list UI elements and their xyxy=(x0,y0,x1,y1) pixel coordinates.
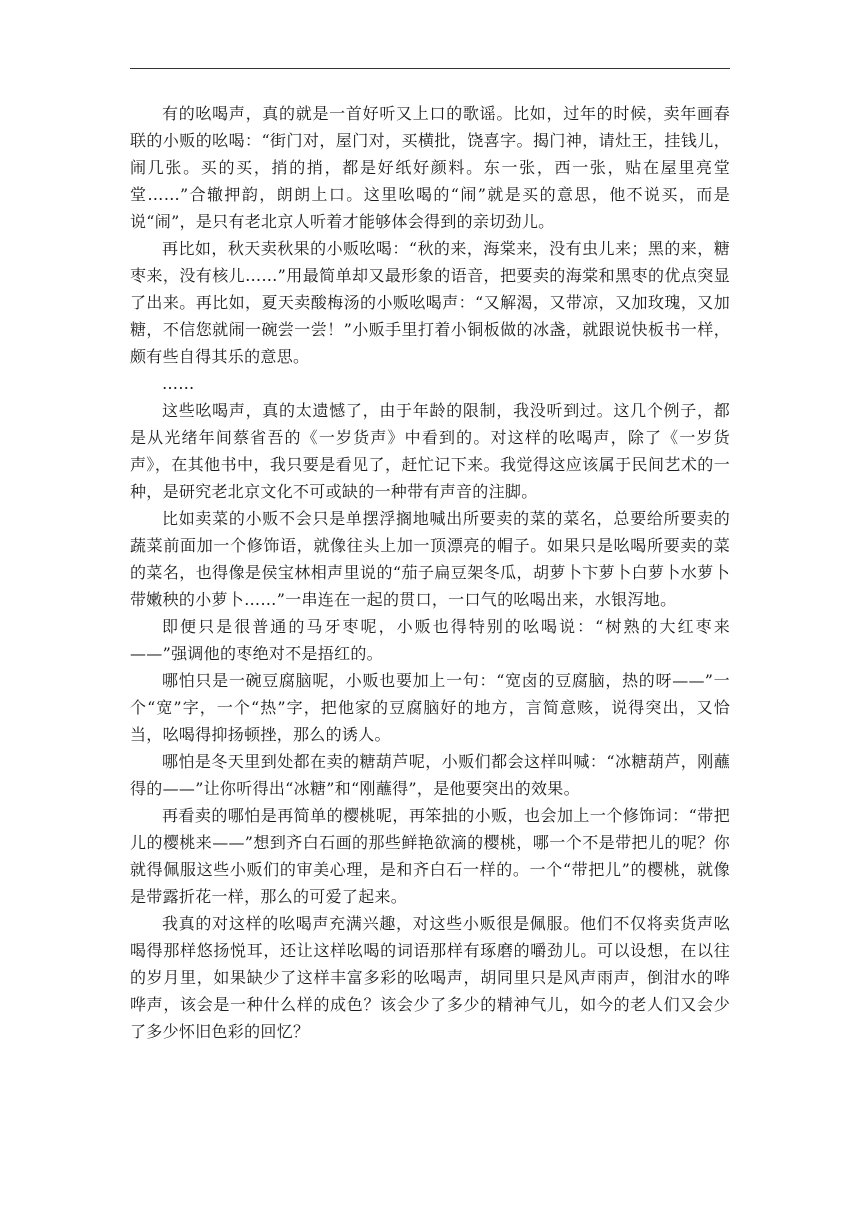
paragraph: 再看卖的哪怕是再简单的樱桃呢，再笨拙的小贩，也会加上一个修饰词：“带把儿的樱桃来——”想到齐白石画的那些鲜艳欲滴的樱桃，哪一个不是带把儿的呢？你就得佩服这些小贩们的审美心理，是和齐白石一样的。一个“带把儿”的樱桃，就像是带露折花一样，那么的可爱了起来。 xyxy=(130,806,730,906)
paragraph: 这些吆喝声，真的太遗憾了，由于年龄的限制，我没听到过。这几个例子，都是从光绪年间蔡省吾的《一岁货声》中看到的。对这样的吆喝声，除了《一岁货声》，在其他书中，我只要是看见了，赶忙记下来。我觉得这应该属于民间艺术的一种，是研究老北京文化不可或缺的一种带有声音的注脚。 xyxy=(130,401,730,501)
paragraph: 有的吆喝声，真的就是一首好听又上口的歌谣。比如，过年的时候，卖年画春联的小贩的吆喝：“街门对，屋门对，买横批，饶喜字。揭门神，请灶王，挂钱儿，闹几张。买的买，捎的捎，都是好纸好颜料。东一张，西一张，贴在屋里亮堂堂……”合辙押韵，朗朗上口。这里吆喝的“闹”就是买的意思，他不说买，而是说“闹”，是只有老北京人听着才能够体会得到的亲切劲儿。 xyxy=(130,104,730,231)
paragraph: 哪怕是冬天里到处都在卖的糖葫芦呢，小贩们都会这样叫喊：“冰糖葫芦，刚蘸得的——”让你听得出“冰糖”和“刚蘸得”，是他要突出的效果。 xyxy=(130,752,730,798)
paragraph: 哪怕只是一碗豆腐脑呢，小贩也要加上一句：“宽卤的豆腐脑，热的呀——”一个“宽”字，一个“热”字，把他家的豆腐脑好的地方，言简意赅，说得突出，又恰当，吆喝得抑扬顿挫，那么的诱人。 xyxy=(130,671,730,744)
paragraph: 再比如，秋天卖秋果的小贩吆喝：“秋的来，海棠来，没有虫儿来；黑的来，糖枣来，没有核儿……”用最简单却又最形象的语音，把要卖的海棠和黑枣的优点突显了出来。再比如，夏天卖酸梅汤的小贩吆喝声：“又解渴，又带凉，又加玫瑰，又加糖，不信您就闹一碗尝一尝！”小贩手里打着小铜板做的冰盏，就跟说快板书一样，颇有些自得其乐的意思。 xyxy=(130,239,730,366)
paragraph: 我真的对这样的吆喝声充满兴趣，对这些小贩很是佩服。他们不仅将卖货声吆喝得那样悠扬悦耳，还让这样吆喝的词语那样有琢磨的嚼劲儿。可以设想，在以往的岁月里，如果缺少了这样丰富多彩的吆喝声，胡同里只是风声雨声，倒泔水的哗哗声，该会是一种什么样的成色？该会少了多少的精神气儿，如今的老人们又会少了多少怀旧色彩的回忆？ xyxy=(130,914,730,1041)
paragraph: 比如卖菜的小贩不会只是单摆浮搁地喊出所要卖的菜的菜名，总要给所要卖的蔬菜前面加一个修饰语，就像往头上加一顶漂亮的帽子。如果只是吆喝所要卖的菜的菜名，也得像是侯宝林相声里说的“茄子扁豆架冬瓜，胡萝卜卞萝卜白萝卜水萝卜带嫩秧的小萝卜……”一串连在一起的贯口，一口气的吆喝出来，水银泻地。 xyxy=(130,509,730,609)
header-rule xyxy=(130,68,730,69)
article-body xyxy=(130,100,730,1045)
paragraph: 即便只是很普通的马牙枣呢，小贩也得特别的吆喝说：“树熟的大红枣来——”强调他的枣绝对不是捂红的。 xyxy=(130,617,730,663)
ellipsis-paragraph: …… xyxy=(162,374,195,393)
